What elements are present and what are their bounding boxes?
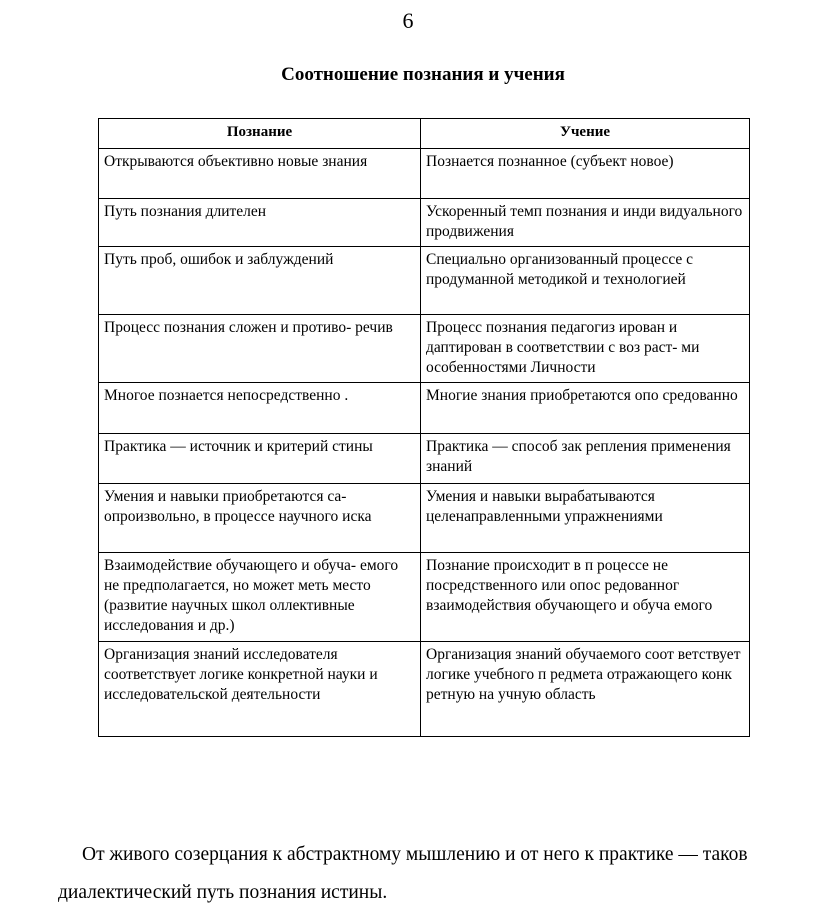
cognition-cell: Многое познается непосредственно . <box>99 383 421 434</box>
page-number: 6 <box>402 8 414 33</box>
table-row <box>99 247 750 315</box>
table-row <box>99 199 750 247</box>
document-title: Соотношение познания и учения <box>281 64 565 85</box>
cognition-cell: Путь познания длителен <box>99 199 421 247</box>
comparison-table <box>98 118 750 737</box>
learning-cell: Многие знания приобретаются опо средованно <box>421 383 750 434</box>
cognition-cell: Взаимодействие обучающего и обуча- емого не предполагается, но может меть место (развитие научных школ оллективные исследования и др.) <box>99 553 421 642</box>
table-row <box>99 642 750 737</box>
table-row <box>99 149 750 199</box>
table-row <box>99 484 750 553</box>
cognition-cell: Организация знаний исследователя соответствует логике конкретной науки и исследовательской деятельности <box>99 642 421 737</box>
cognition-cell: Практика — источник и критерий стины <box>99 434 421 484</box>
table-row <box>99 434 750 484</box>
table-row <box>99 383 750 434</box>
learning-cell: Организация знаний обучаемого соот ветствует логике учебного п редмета отражающего конк ретную на учную область <box>421 642 750 737</box>
cognition-cell: Путь проб, ошибок и заблуждений <box>99 247 421 315</box>
column-header-cognition: Познание <box>99 119 421 149</box>
cognition-cell: Открываются объективно новые знания <box>99 149 421 199</box>
table-header-row <box>99 119 750 149</box>
table-row <box>99 315 750 383</box>
learning-cell: Специально организованный процессе с продуманной методикой и технологией <box>421 247 750 315</box>
learning-cell: Процесс познания педагогиз ирован и даптирован в соответствии с воз раст- ми особенностями Личности <box>421 315 750 383</box>
cognition-cell: Процесс познания сложен и противо- речив <box>99 315 421 383</box>
learning-cell: Умения и навыки вырабатываются целенаправленными упражнениями <box>421 484 750 553</box>
closing-paragraph: От живого созерцания к абстрактному мышлению и от него к практике — таков диалектический путь познания истины. <box>58 843 748 903</box>
learning-cell: Познание происходит в п роцессе не посредственного или опос редованног взаимодействия обучающего и обуча емого <box>421 553 750 642</box>
table-row <box>99 553 750 642</box>
column-header-learning: Учение <box>421 119 750 149</box>
learning-cell: Познается познанное (субъект новое) <box>421 149 750 199</box>
cognition-cell: Умения и навыки приобретаются са- опроизвольно, в процессе научного иска <box>99 484 421 553</box>
learning-cell: Практика — способ зак репления применения знаний <box>421 434 750 484</box>
learning-cell: Ускоренный темп познания и инди видуального продвижения <box>421 199 750 247</box>
